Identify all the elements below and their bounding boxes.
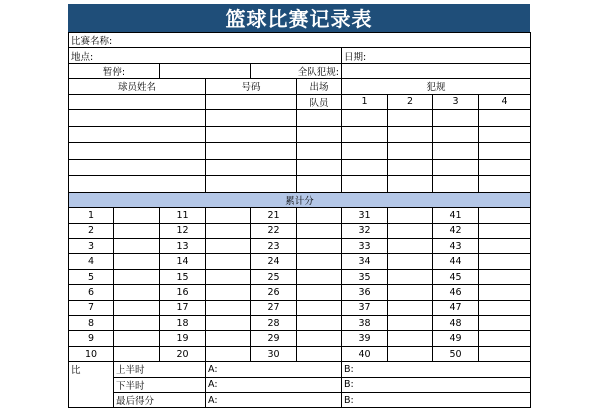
score-number: 45 — [433, 269, 479, 284]
score-mark-cell[interactable] — [206, 285, 251, 300]
score-mark-cell[interactable] — [206, 269, 251, 284]
team-a-score[interactable]: A: — [206, 362, 342, 377]
score-section-label: 比 — [69, 362, 114, 408]
score-mark-cell[interactable] — [114, 346, 160, 361]
location-field[interactable]: 地点: — [69, 48, 342, 63]
score-number: 21 — [251, 208, 297, 223]
score-number: 17 — [160, 300, 206, 315]
period-label: 最后得分 — [114, 393, 206, 408]
score-row — [69, 269, 531, 284]
foul-cell[interactable] — [388, 126, 433, 143]
score-number: 40 — [342, 346, 388, 361]
score-number: 13 — [160, 239, 206, 254]
score-number: 49 — [433, 331, 479, 346]
score-mark-cell[interactable] — [114, 316, 160, 331]
score-grid — [69, 208, 531, 362]
score-number: 50 — [433, 346, 479, 361]
foul-header: 犯规 — [342, 79, 531, 94]
player-number-cell[interactable] — [206, 143, 297, 160]
score-number: 28 — [251, 316, 297, 331]
record-sheet — [68, 4, 530, 408]
score-number: 36 — [342, 285, 388, 300]
score-mark-cell[interactable] — [297, 223, 342, 238]
score-number: 31 — [342, 208, 388, 223]
foul-cell[interactable] — [479, 159, 531, 176]
player-number-cell[interactable] — [206, 159, 297, 176]
score-number: 41 — [433, 208, 479, 223]
final-score-row — [69, 393, 531, 408]
score-mark-cell[interactable] — [479, 285, 531, 300]
score-number: 48 — [433, 316, 479, 331]
score-number: 32 — [342, 223, 388, 238]
score-row — [69, 285, 531, 300]
score-mark-cell[interactable] — [479, 346, 531, 361]
team-a-score[interactable]: A: — [206, 393, 342, 408]
score-mark-cell[interactable] — [206, 331, 251, 346]
score-number: 27 — [251, 300, 297, 315]
header-blank — [69, 94, 206, 109]
score-number: 8 — [69, 316, 114, 331]
score-mark-cell[interactable] — [388, 316, 433, 331]
period-label: 下半时 — [114, 377, 206, 392]
score-mark-cell[interactable] — [206, 300, 251, 315]
foul-col-4: 4 — [479, 94, 531, 109]
player-number-cell[interactable] — [206, 109, 297, 126]
score-row — [69, 300, 531, 315]
score-number: 11 — [160, 208, 206, 223]
score-number: 14 — [160, 254, 206, 269]
score-mark-cell[interactable] — [206, 316, 251, 331]
foul-cell[interactable] — [479, 126, 531, 143]
score-number: 37 — [342, 300, 388, 315]
score-mark-cell[interactable] — [388, 300, 433, 315]
player-appearance-cell[interactable] — [297, 143, 342, 160]
score-number: 23 — [251, 239, 297, 254]
score-number: 35 — [342, 269, 388, 284]
foul-col-3: 3 — [433, 94, 479, 109]
score-number: 39 — [342, 331, 388, 346]
foul-cell[interactable] — [433, 159, 479, 176]
score-number: 18 — [160, 316, 206, 331]
score-mark-cell[interactable] — [114, 300, 160, 315]
score-mark-cell[interactable] — [206, 223, 251, 238]
score-number: 30 — [251, 346, 297, 361]
score-number: 46 — [433, 285, 479, 300]
score-number: 9 — [69, 331, 114, 346]
player-row — [69, 126, 531, 143]
team-b-score[interactable]: B: — [342, 362, 531, 377]
score-number: 7 — [69, 300, 114, 315]
score-mark-cell[interactable] — [297, 316, 342, 331]
foul-cell[interactable] — [342, 176, 388, 193]
date-field[interactable]: 日期: — [342, 48, 531, 63]
score-row — [69, 223, 531, 238]
score-mark-cell[interactable] — [388, 254, 433, 269]
score-mark-cell[interactable] — [297, 208, 342, 223]
header-blank — [206, 94, 297, 109]
score-mark-cell[interactable] — [388, 285, 433, 300]
score-number: 10 — [69, 346, 114, 361]
score-mark-cell[interactable] — [479, 269, 531, 284]
team-b-score[interactable]: B: — [342, 393, 531, 408]
score-number: 24 — [251, 254, 297, 269]
score-number: 42 — [433, 223, 479, 238]
score-row — [69, 316, 531, 331]
record-table — [68, 32, 531, 408]
timeout-label: 暂停: — [69, 63, 160, 78]
player-number-cell[interactable] — [206, 176, 297, 193]
foul-cell[interactable] — [388, 109, 433, 126]
score-number: 34 — [342, 254, 388, 269]
timeout-value[interactable] — [160, 63, 251, 78]
match-name-field[interactable]: 比赛名称: — [69, 33, 531, 48]
foul-cell[interactable] — [342, 159, 388, 176]
score-mark-cell[interactable] — [206, 239, 251, 254]
score-number: 6 — [69, 285, 114, 300]
score-mark-cell[interactable] — [297, 346, 342, 361]
foul-col-1: 1 — [342, 94, 388, 109]
score-mark-cell[interactable] — [479, 300, 531, 315]
score-mark-cell[interactable] — [297, 285, 342, 300]
score-number: 22 — [251, 223, 297, 238]
score-number: 20 — [160, 346, 206, 361]
score-mark-cell[interactable] — [297, 300, 342, 315]
player-name-cell[interactable] — [69, 143, 206, 160]
appearance-header: 出场 — [297, 79, 342, 94]
score-mark-cell[interactable] — [114, 223, 160, 238]
foul-cell[interactable] — [342, 109, 388, 126]
score-mark-cell[interactable] — [206, 254, 251, 269]
player-name-header: 球员姓名 — [69, 79, 206, 94]
score-number: 5 — [69, 269, 114, 284]
score-mark-cell[interactable] — [388, 223, 433, 238]
foul-cell[interactable] — [342, 143, 388, 160]
score-mark-cell[interactable] — [479, 239, 531, 254]
score-row — [69, 331, 531, 346]
score-mark-cell[interactable] — [479, 254, 531, 269]
player-appearance-cell[interactable] — [297, 159, 342, 176]
score-row — [69, 346, 531, 361]
score-mark-cell[interactable] — [206, 208, 251, 223]
score-mark-cell[interactable] — [114, 254, 160, 269]
number-header: 号码 — [206, 79, 297, 94]
player-name-cell[interactable] — [69, 176, 206, 193]
player-name-cell[interactable] — [69, 109, 206, 126]
score-mark-cell[interactable] — [479, 223, 531, 238]
foul-cell[interactable] — [433, 109, 479, 126]
score-number: 29 — [251, 331, 297, 346]
score-mark-cell[interactable] — [479, 316, 531, 331]
score-number: 4 — [69, 254, 114, 269]
player-appearance-cell[interactable] — [297, 176, 342, 193]
score-mark-cell[interactable] — [297, 269, 342, 284]
score-number: 33 — [342, 239, 388, 254]
team-b-score[interactable]: B: — [342, 377, 531, 392]
score-number: 47 — [433, 300, 479, 315]
score-number: 44 — [433, 254, 479, 269]
player-appearance-cell[interactable] — [297, 126, 342, 143]
score-number: 16 — [160, 285, 206, 300]
foul-col-2: 2 — [388, 94, 433, 109]
score-mark-cell[interactable] — [388, 208, 433, 223]
score-mark-cell[interactable] — [297, 239, 342, 254]
foul-cell[interactable] — [433, 176, 479, 193]
score-mark-cell[interactable] — [388, 346, 433, 361]
score-number: 12 — [160, 223, 206, 238]
final-score-row — [69, 377, 531, 392]
score-number: 38 — [342, 316, 388, 331]
score-mark-cell[interactable] — [114, 285, 160, 300]
score-mark-cell[interactable] — [388, 269, 433, 284]
score-mark-cell[interactable] — [297, 254, 342, 269]
score-number: 1 — [69, 208, 114, 223]
period-label: 上半时 — [114, 362, 206, 377]
final-score-row — [69, 362, 531, 377]
score-mark-cell[interactable] — [388, 239, 433, 254]
score-number: 3 — [69, 239, 114, 254]
player-number-cell[interactable] — [206, 126, 297, 143]
score-number: 15 — [160, 269, 206, 284]
score-row — [69, 239, 531, 254]
score-mark-cell[interactable] — [114, 331, 160, 346]
score-number: 43 — [433, 239, 479, 254]
score-number: 2 — [69, 223, 114, 238]
cumulative-score-header: 累计分 — [69, 192, 531, 207]
score-mark-cell[interactable] — [479, 208, 531, 223]
score-row — [69, 208, 531, 223]
player-row — [69, 176, 531, 193]
foul-cell[interactable] — [479, 109, 531, 126]
foul-cell[interactable] — [388, 176, 433, 193]
score-number: 19 — [160, 331, 206, 346]
score-mark-cell[interactable] — [206, 346, 251, 361]
member-header: 队员 — [297, 94, 342, 109]
foul-cell[interactable] — [388, 143, 433, 160]
team-foul-label: 全队犯规: — [251, 63, 342, 78]
score-number: 26 — [251, 285, 297, 300]
score-mark-cell[interactable] — [114, 208, 160, 223]
foul-cell[interactable] — [388, 159, 433, 176]
player-row — [69, 109, 531, 126]
score-number: 25 — [251, 269, 297, 284]
team-a-score[interactable]: A: — [206, 377, 342, 392]
score-mark-cell[interactable] — [297, 331, 342, 346]
player-row — [69, 159, 531, 176]
sheet-title: 篮球比赛记录表 — [68, 4, 530, 32]
foul-cell[interactable] — [342, 126, 388, 143]
foul-cell[interactable] — [479, 176, 531, 193]
score-mark-cell[interactable] — [114, 269, 160, 284]
player-name-cell[interactable] — [69, 126, 206, 143]
team-foul-value[interactable] — [342, 63, 531, 78]
score-mark-cell[interactable] — [479, 331, 531, 346]
score-row — [69, 254, 531, 269]
score-mark-cell[interactable] — [114, 239, 160, 254]
score-mark-cell[interactable] — [388, 331, 433, 346]
foul-cell[interactable] — [479, 143, 531, 160]
foul-cell[interactable] — [433, 126, 479, 143]
player-row — [69, 143, 531, 160]
final-score-section — [69, 362, 531, 408]
foul-cell[interactable] — [433, 143, 479, 160]
player-appearance-cell[interactable] — [297, 109, 342, 126]
player-name-cell[interactable] — [69, 159, 206, 176]
